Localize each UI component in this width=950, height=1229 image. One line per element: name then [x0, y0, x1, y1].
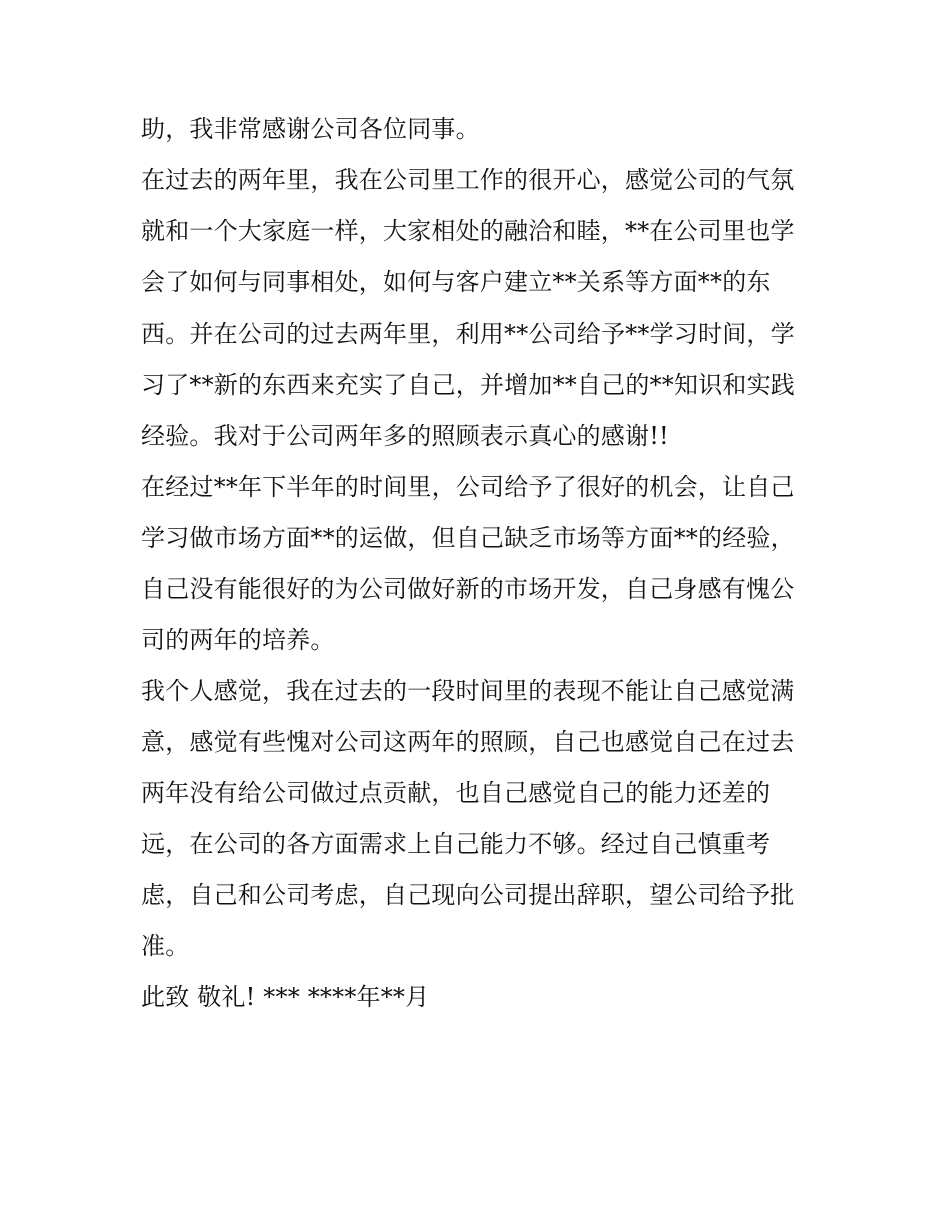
text-line: 司的两年的培养。 — [141, 626, 335, 654]
text-line: 自己没有能很好的为公司做好新的市场开发，自己身感有愧公 — [141, 575, 795, 603]
text-line: 在经过**年下半年的时间里，公司给予了很好的机会，让自己 — [141, 473, 795, 501]
text-line: 意，感觉有些愧对公司这两年的照顾，自己也感觉自己在过去 — [141, 728, 795, 756]
text-line: 此致 敬礼! *** ****年**月 — [141, 983, 430, 1011]
text-line: 西。并在公司的过去两年里，利用**公司给予**学习时间，学 — [141, 320, 795, 348]
text-line: 远，在公司的各方面需求上自己能力不够。经过自己慎重考 — [141, 830, 771, 858]
text-line: 我个人感觉，我在过去的一段时间里的表现不能让自己感觉满 — [141, 677, 795, 705]
text-line: 习了**新的东西来充实了自己，并增加**自己的**知识和实践 — [141, 371, 795, 399]
text-line: 就和一个大家庭一样，大家相处的融洽和睦，**在公司里也学 — [141, 217, 795, 245]
text-line: 经验。我对于公司两年多的照顾表示真心的感谢!! — [141, 422, 669, 450]
text-line: 学习做市场方面**的运做，但自己缺乏市场等方面**的经验， — [141, 524, 795, 552]
text-line: 两年没有给公司做过点贡献，也自己感觉自己的能力还差的 — [141, 779, 771, 807]
text-line: 会了如何与同事相处，如何与客户建立**关系等方面**的东 — [141, 268, 771, 296]
text-line: 虑，自己和公司考虑，自己现向公司提出辞职，望公司给予批 — [141, 881, 795, 909]
text-line: 助，我非常感谢公司各位同事。 — [141, 115, 480, 143]
text-line: 准。 — [141, 932, 190, 960]
text-line: 在过去的两年里，我在公司里工作的很开心，感觉公司的气氛 — [141, 166, 795, 194]
